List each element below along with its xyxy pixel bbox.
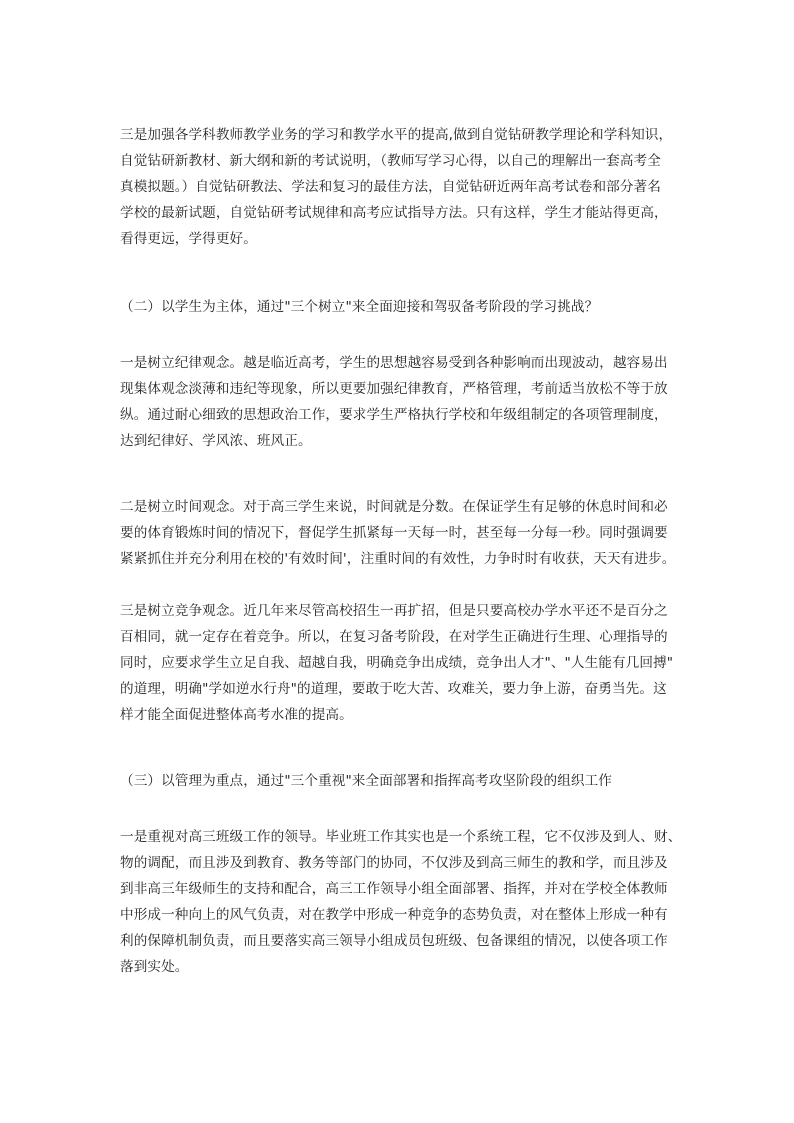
heading-line: （三）以管理为重点，通过"三个重视"来全面部署和指挥高考攻坚阶段的组织工作: [120, 773, 612, 789]
text-line: 学校的最新试题，自觉钻研考试规律和高考应试指导方法。只有这样，学生才能站得更高，: [120, 205, 668, 221]
text-line: 二是树立时间观念。对于高三学生来说，时间就是分数。在保证学生有足够的休息时间和必: [120, 499, 668, 515]
text-line: 要的体育锻炼时间的情况下，督促学生抓紧每一天每一时，甚至每一分每一秒。同时强调要: [120, 525, 668, 541]
paragraph-discipline: [120, 350, 690, 454]
text-line: 的道理，明确"学如逆水行舟"的道理，要敢于吃大苦、攻难关，要力争上游，奋勇当先。这: [120, 681, 667, 697]
text-line: 样才能全面促进整体高考水准的提高。: [120, 707, 353, 723]
text-line: 三是树立竞争观念。近几年来尽管高校招生一再扩招，但是只要高校办学水平还不是百分之: [120, 603, 668, 619]
heading-line: （二）以学生为主体，通过"三个树立"来全面迎接和驾驭备考阶段的学习挑战？: [120, 299, 599, 315]
section-heading-2: [120, 294, 690, 320]
text-line: 达到纪律好、学风浓、班风正。: [120, 433, 312, 449]
text-line: 紧紧抓住并充分利用在校的'有效时间'，注重时间的有效性，力争时时有收获，天天有进步。: [120, 551, 676, 567]
text-line: 物的调配，而且涉及到教育、教务等部门的协同，不仅涉及到高三师生的教和学，而且涉及: [120, 855, 668, 871]
text-line: 自觉钻研新教材、新大纲和新的考试说明，（教师写学习心得，以自己的理解出一套高考全: [120, 153, 661, 169]
text-line: 一是树立纪律观念。越是临近高考，学生的思想越容易受到各种影响而出现波动，越容易出: [120, 355, 668, 371]
text-line: 同时，应要求学生立足自我、超越自我，明确竞争出成绩，竞争出人才"、"人生能有几回搏": [120, 655, 674, 671]
paragraph-time: [120, 494, 690, 572]
paragraph-teacher-study: [120, 122, 690, 252]
paragraph-leadership: [120, 824, 690, 980]
text-line: 百相同，就一定存在着竞争。所以，在复习备考阶段，在对学生正确进行生理、心理指导的: [120, 629, 668, 645]
text-line: 中形成一种向上的风气负责，对在教学中形成一种竞争的态势负责，对在整体上形成一种有: [120, 907, 668, 923]
paragraph-competition: [120, 598, 690, 728]
text-line: 利的保障机制负责，而且要落实高三领导小组成员包班级、包备课组的情况，以使各项工作: [120, 933, 668, 949]
text-line: 真模拟题。）自觉钻研教法、学法和复习的最佳方法，自觉钻研近两年高考试卷和部分著名: [120, 179, 661, 195]
text-line: 到非高三年级师生的支持和配合，高三工作领导小组全面部署、指挥，并对在学校全体教师: [120, 881, 668, 897]
text-line: 现集体观念淡薄和违纪等现象，所以更要加强纪律教育，严格管理，考前适当放松不等于放: [120, 381, 668, 397]
text-line: 一是重视对高三班级工作的领导。毕业班工作其实也是一个系统工程，它不仅涉及到人、财、: [120, 829, 682, 845]
text-line: 三是加强各学科教师教学业务的学习和教学水平的提高,做到自觉钻研教学理论和学科知识，: [120, 127, 673, 143]
section-heading-3: [120, 768, 690, 794]
text-line: 看得更远，学得更好。: [120, 231, 257, 247]
text-line: 落到实处。: [120, 959, 189, 975]
text-line: 纵。通过耐心细致的思想政治工作，要求学生严格执行学校和年级组制定的各项管理制度，: [120, 407, 668, 423]
